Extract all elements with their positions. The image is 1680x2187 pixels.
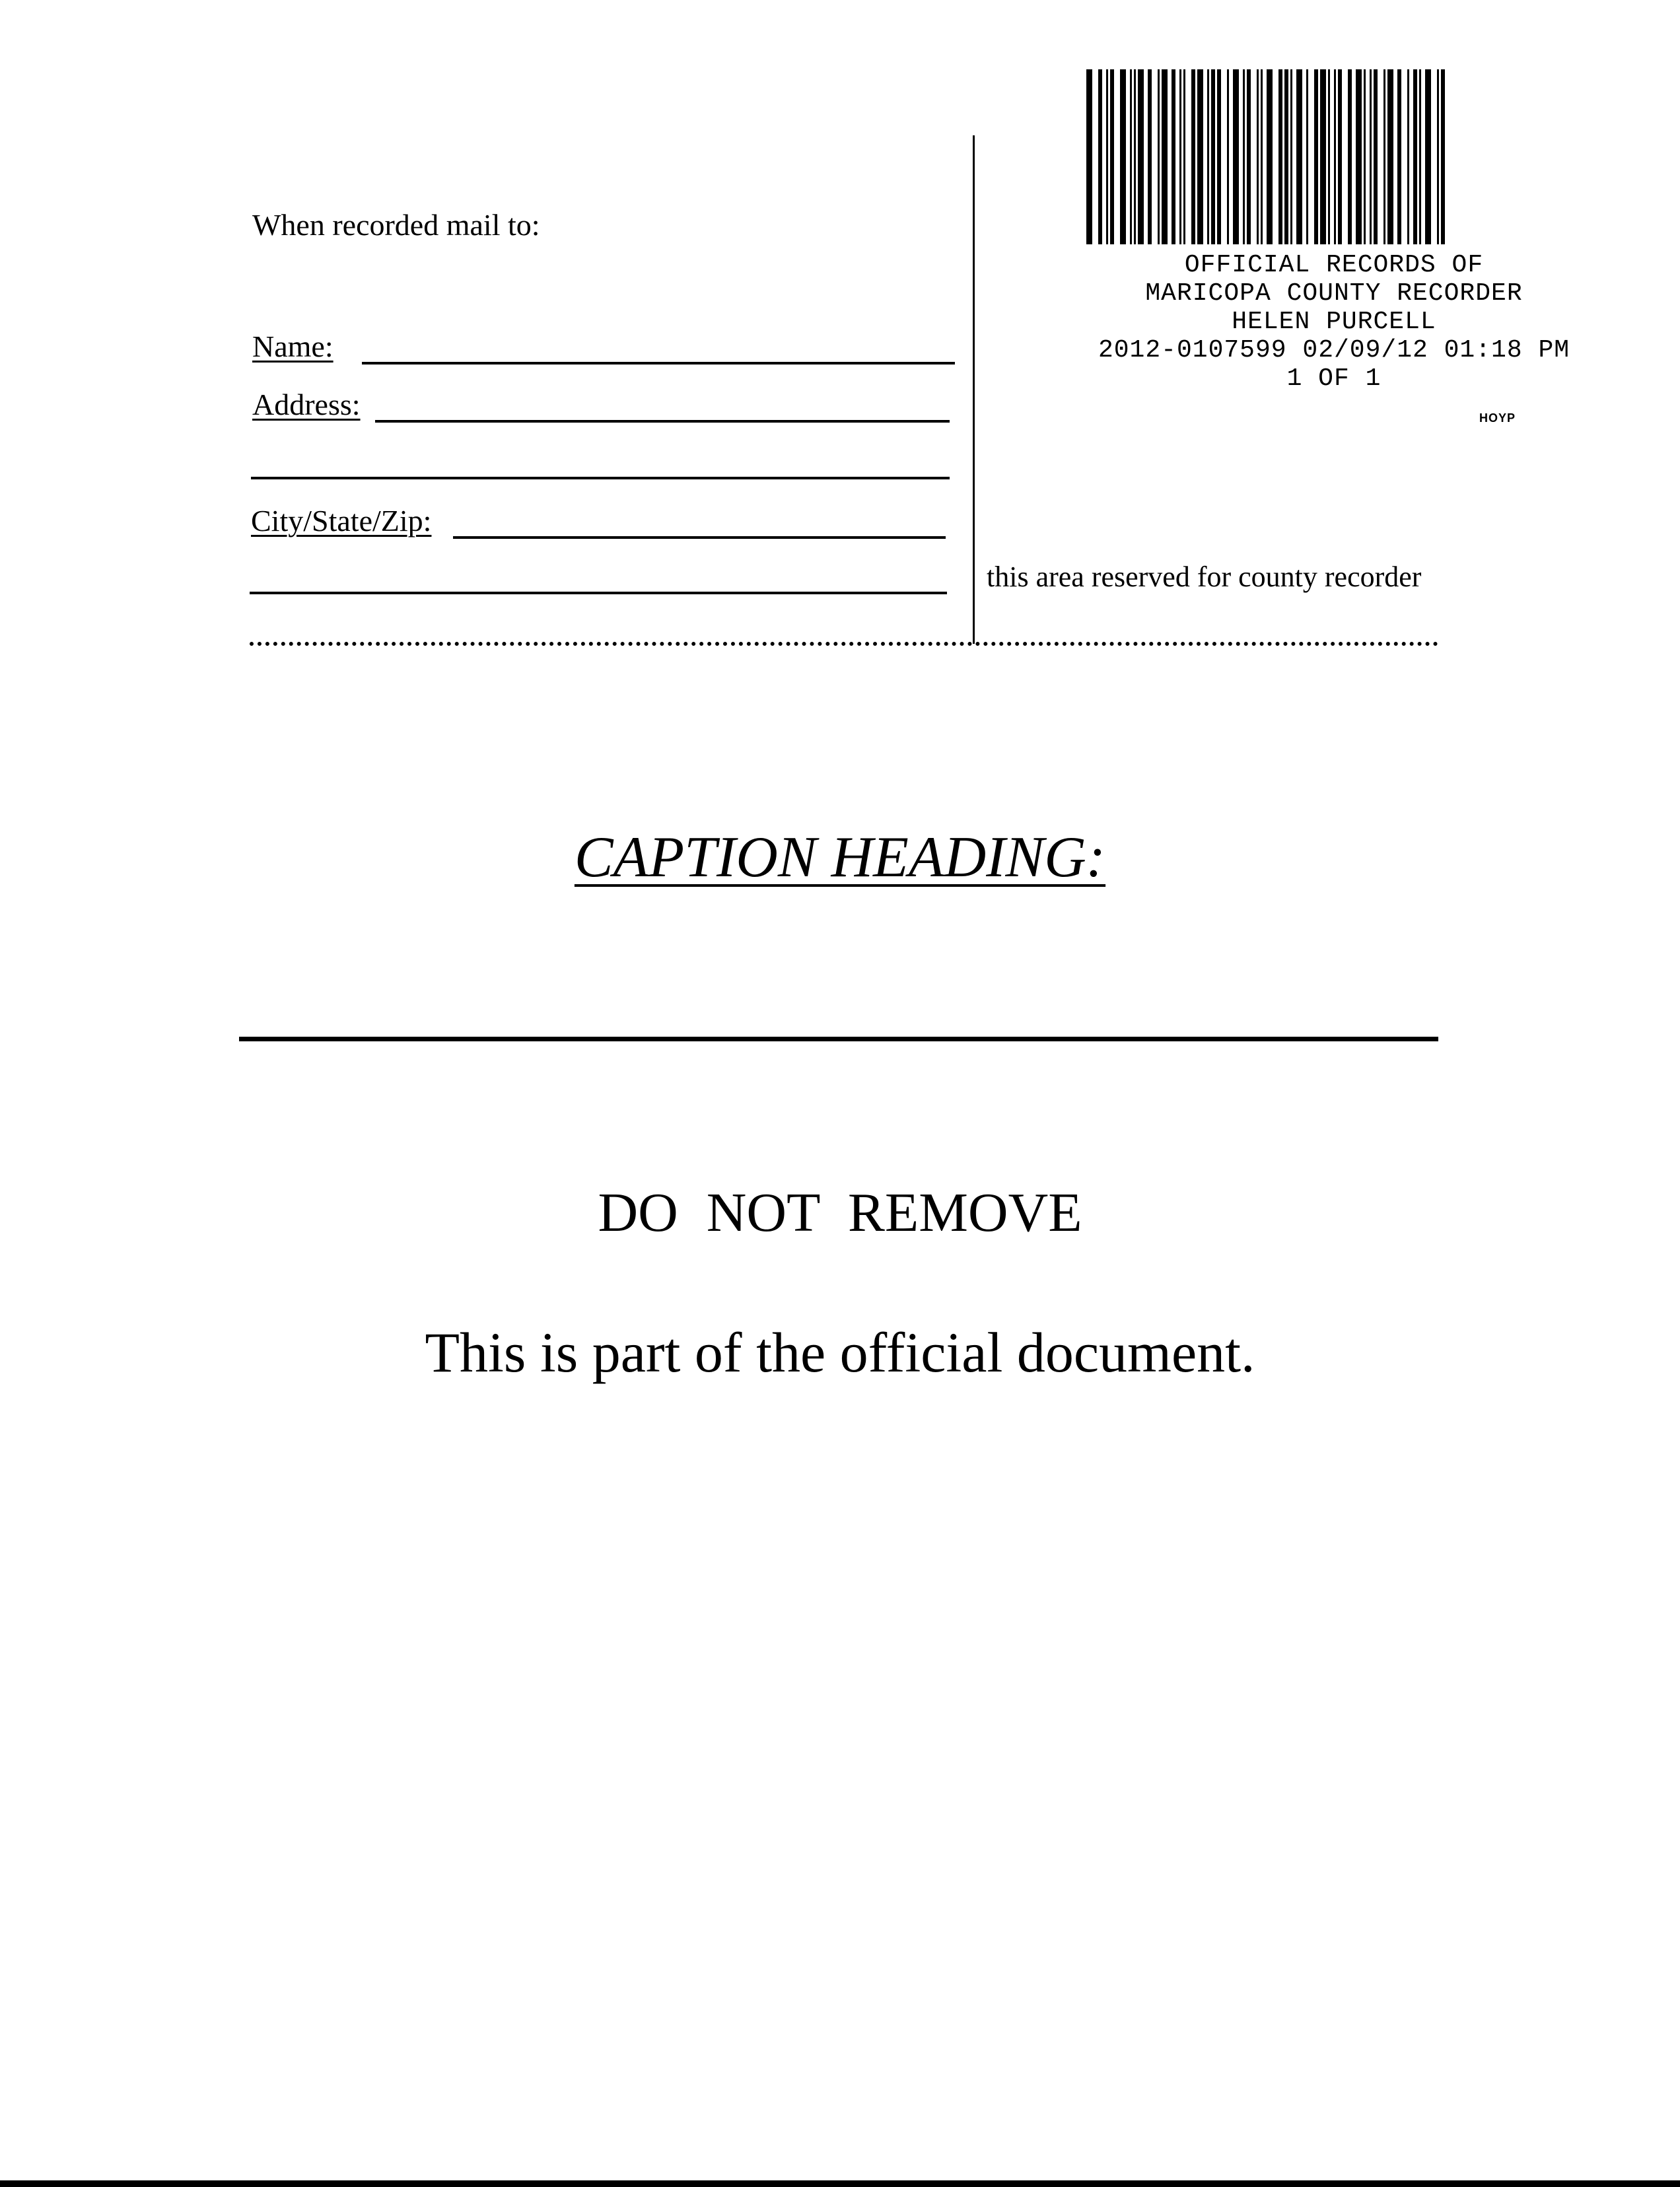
- recording-barcode: [1086, 69, 1549, 244]
- mail-to-heading: When recorded mail to:: [252, 208, 540, 242]
- barcode-bar: [1233, 69, 1239, 244]
- barcode-gap: [1152, 69, 1158, 244]
- barcode-bar: [1120, 69, 1126, 244]
- name-line: [362, 362, 955, 364]
- official-document-note: This is part of the official document.: [425, 1321, 1255, 1384]
- page-bottom-edge: [0, 2180, 1680, 2187]
- caption-rule: [239, 1037, 1438, 1041]
- barcode-bar: [1425, 69, 1431, 244]
- city-state-zip-line-2: [250, 592, 947, 594]
- stamp-line-2: MARICOPA COUNTY RECORDER: [1145, 279, 1523, 308]
- address-label: Address:: [252, 388, 361, 421]
- barcode-gap: [1445, 69, 1447, 244]
- barcode-bar: [1296, 69, 1302, 244]
- barcode-gap: [1251, 69, 1257, 244]
- barcode-bar: [1387, 69, 1393, 244]
- reserved-area-note: this area reserved for county recorder: [987, 561, 1422, 593]
- address-line-2: [251, 477, 950, 479]
- barcode-bar: [1197, 69, 1203, 244]
- barcode-gap: [1431, 69, 1437, 244]
- do-not-remove-notice: DO NOT REMOVE: [598, 1182, 1082, 1243]
- city-state-zip-label: City/State/Zip:: [251, 504, 432, 538]
- caption-heading: CAPTION HEADING:: [574, 825, 1106, 889]
- barcode-bar: [1162, 69, 1168, 244]
- barcode-gap: [1114, 69, 1120, 244]
- vertical-divider: [973, 135, 975, 644]
- city-state-zip-line: [453, 536, 946, 539]
- recorder-stamp: [1070, 251, 1598, 393]
- barcode-gap: [1185, 69, 1191, 244]
- address-line: [375, 420, 950, 423]
- barcode-bar: [1356, 69, 1362, 244]
- stamp-line-3: HELEN PURCELL: [1232, 308, 1436, 336]
- barcode-gap: [1221, 69, 1227, 244]
- barcode-bar: [1086, 69, 1092, 244]
- barcode-bar: [1320, 69, 1326, 244]
- recording-number-line: 2012-0107599 02/09/12 01:18 PM: [1098, 336, 1570, 364]
- stamp-line-1: OFFICIAL RECORDS OF: [1184, 251, 1484, 279]
- barcode-gap: [1092, 69, 1098, 244]
- barcode-gap: [1342, 69, 1348, 244]
- barcode-gap: [1401, 69, 1407, 244]
- page-count: 1 OF 1: [1286, 364, 1382, 393]
- barcode-gap: [1308, 69, 1314, 244]
- dotted-separator: [250, 642, 1438, 646]
- barcode-bar: [1267, 69, 1273, 244]
- barcode-gap: [1378, 69, 1383, 244]
- name-label: Name:: [252, 330, 333, 363]
- barcode-bar: [1138, 69, 1144, 244]
- stamp-initials: HOYP: [1479, 411, 1516, 425]
- barcode-gap: [1273, 69, 1278, 244]
